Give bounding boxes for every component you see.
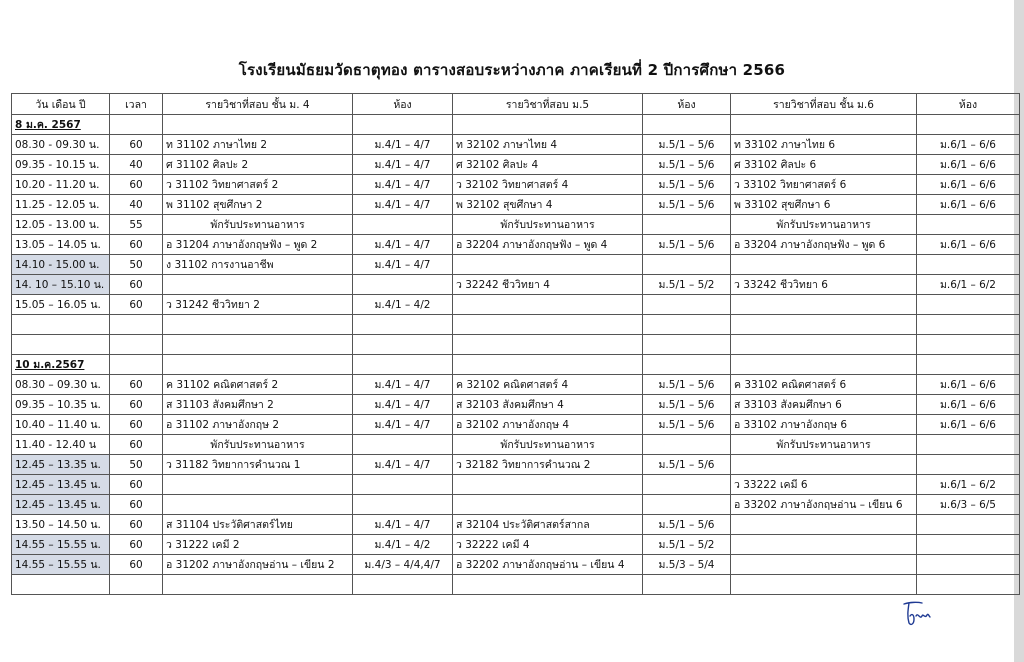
empty-cell	[643, 335, 731, 355]
time-cell: 14.55 – 15.55 น.	[12, 535, 110, 555]
header-subject-m5: รายวิชาที่สอบ ม.5	[453, 94, 643, 115]
table-row	[12, 495, 1020, 515]
empty-cell	[643, 575, 731, 595]
minutes-cell: 60	[110, 555, 163, 575]
room-m5	[643, 475, 731, 495]
empty-cell	[12, 575, 110, 595]
empty-cell	[731, 355, 917, 375]
break-cell-m5: พักรับประทานอาหาร	[453, 435, 643, 455]
subject-m4: ว 31242 ชีววิทยา 2	[163, 295, 353, 315]
empty-cell	[353, 335, 453, 355]
room-m4: ม.4/1 – 4/7	[353, 395, 453, 415]
subject-m4: ส 31103 สังคมศึกษา 2	[163, 395, 353, 415]
subject-m4: พ 31102 สุขศึกษา 2	[163, 195, 353, 215]
minutes-cell: 60	[110, 175, 163, 195]
subject-m6: ว 33222 เคมี 6	[731, 475, 917, 495]
empty-cell	[353, 315, 453, 335]
date-row	[12, 355, 1020, 375]
empty-cell	[163, 315, 353, 335]
subject-m6	[731, 295, 917, 315]
room-m4: ม.4/1 – 4/7	[353, 415, 453, 435]
subject-m5: ส 32103 สังคมศึกษา 4	[453, 395, 643, 415]
subject-m4: อ 31102 ภาษาอังกฤษ 2	[163, 415, 353, 435]
room-m6: ม.6/1 – 6/6	[917, 175, 1020, 195]
subject-m5: ศ 32102 ศิลปะ 4	[453, 155, 643, 175]
empty-cell	[163, 335, 353, 355]
date-label: 10 ม.ค.2567	[12, 355, 110, 375]
empty-cell	[917, 335, 1020, 355]
minutes-cell: 60	[110, 475, 163, 495]
subject-m5: ค 32102 คณิตศาสตร์ 4	[453, 375, 643, 395]
subject-m6	[731, 455, 917, 475]
table-row	[12, 395, 1020, 415]
room-m5: ม.5/1 – 5/6	[643, 175, 731, 195]
time-cell: 11.25 - 12.05 น.	[12, 195, 110, 215]
break-cell-m4: พักรับประทานอาหาร	[163, 435, 353, 455]
time-cell: 10.40 – 11.40 น.	[12, 415, 110, 435]
time-cell: 13.05 – 14.05 น.	[12, 235, 110, 255]
empty-cell	[731, 335, 917, 355]
room-m6: ม.6/3 – 6/5	[917, 495, 1020, 515]
time-cell: 11.40 - 12.40 น	[12, 435, 110, 455]
subject-m4: ว 31102 วิทยาศาสตร์ 2	[163, 175, 353, 195]
table-row	[12, 215, 1020, 235]
room-m5	[643, 495, 731, 515]
subject-m6: พ 33102 สุขศึกษา 6	[731, 195, 917, 215]
room-m6: ม.6/1 – 6/2	[917, 275, 1020, 295]
empty-cell	[917, 115, 1020, 135]
table-row	[12, 175, 1020, 195]
empty-cell	[917, 315, 1020, 335]
time-cell: 10.20 - 11.20 น.	[12, 175, 110, 195]
empty-cell	[643, 355, 731, 375]
room-m4	[353, 275, 453, 295]
subject-m6	[731, 555, 917, 575]
subject-m5: ท 32102 ภาษาไทย 4	[453, 135, 643, 155]
minutes-cell: 40	[110, 195, 163, 215]
empty-cell	[110, 335, 163, 355]
empty-row	[12, 575, 1020, 595]
subject-m6: อ 33204 ภาษาอังกฤษฟัง – พูด 6	[731, 235, 917, 255]
subject-m5	[453, 255, 643, 275]
empty-row	[12, 315, 1020, 335]
table-row	[12, 555, 1020, 575]
room-m4: ม.4/1 – 4/7	[353, 175, 453, 195]
empty-cell	[917, 215, 1020, 235]
subject-m6: ว 33242 ชีววิทยา 6	[731, 275, 917, 295]
subject-m5: ว 32222 เคมี 4	[453, 535, 643, 555]
table-row	[12, 295, 1020, 315]
break-cell-m5: พักรับประทานอาหาร	[453, 215, 643, 235]
table-row	[12, 275, 1020, 295]
time-cell: 13.50 – 14.50 น.	[12, 515, 110, 535]
subject-m5: ว 32102 วิทยาศาสตร์ 4	[453, 175, 643, 195]
minutes-cell: 40	[110, 155, 163, 175]
table-row	[12, 195, 1020, 215]
table-row	[12, 455, 1020, 475]
subject-m4: ว 31222 เคมี 2	[163, 535, 353, 555]
room-m6: ม.6/1 – 6/6	[917, 395, 1020, 415]
subject-m6: ส 33103 สังคมศึกษา 6	[731, 395, 917, 415]
subject-m6: ท 33102 ภาษาไทย 6	[731, 135, 917, 155]
empty-cell	[110, 315, 163, 335]
room-m6: ม.6/1 – 6/6	[917, 135, 1020, 155]
empty-row	[12, 335, 1020, 355]
empty-cell	[163, 575, 353, 595]
minutes-cell: 60	[110, 515, 163, 535]
empty-cell	[353, 355, 453, 375]
date-label: 8 ม.ค. 2567	[12, 115, 110, 135]
header-room-m4: ห้อง	[353, 94, 453, 115]
header-room-m5: ห้อง	[643, 94, 731, 115]
table-row	[12, 375, 1020, 395]
room-m5: ม.5/1 – 5/6	[643, 375, 731, 395]
time-cell: 12.05 - 13.00 น.	[12, 215, 110, 235]
room-m5	[643, 255, 731, 275]
time-cell: 08.30 - 09.30 น.	[12, 135, 110, 155]
time-cell: 14.55 – 15.55 น.	[12, 555, 110, 575]
subject-m6: อ 33102 ภาษาอังกฤษ 6	[731, 415, 917, 435]
empty-cell	[110, 115, 163, 135]
minutes-cell: 60	[110, 435, 163, 455]
subject-m5: ว 32242 ชีววิทยา 4	[453, 275, 643, 295]
room-m5: ม.5/1 – 5/6	[643, 135, 731, 155]
room-m4: ม.4/1 – 4/2	[353, 295, 453, 315]
room-m4: ม.4/1 – 4/7	[353, 195, 453, 215]
subject-m6	[731, 255, 917, 275]
room-m6	[917, 515, 1020, 535]
date-row	[12, 115, 1020, 135]
empty-cell	[643, 315, 731, 335]
room-m5: ม.5/1 – 5/6	[643, 155, 731, 175]
time-cell: 14.10 - 15.00 น.	[12, 255, 110, 275]
table-row	[12, 475, 1020, 495]
time-cell: 09.35 - 10.15 น.	[12, 155, 110, 175]
header-date: วัน เดือน ปี	[12, 94, 110, 115]
signature	[900, 598, 932, 628]
table-row	[12, 135, 1020, 155]
empty-cell	[353, 575, 453, 595]
empty-cell	[453, 355, 643, 375]
room-m6	[917, 455, 1020, 475]
room-m6	[917, 295, 1020, 315]
empty-cell	[917, 575, 1020, 595]
header-minutes: เวลา	[110, 94, 163, 115]
minutes-cell: 60	[110, 415, 163, 435]
subject-m6	[731, 515, 917, 535]
table-row	[12, 235, 1020, 255]
room-m4	[353, 475, 453, 495]
minutes-cell: 60	[110, 135, 163, 155]
subject-m5: ว 32182 วิทยาการคำนวณ 2	[453, 455, 643, 475]
empty-cell	[12, 315, 110, 335]
empty-cell	[643, 435, 731, 455]
room-m5: ม.5/1 – 5/6	[643, 195, 731, 215]
minutes-cell: 60	[110, 395, 163, 415]
exam-schedule-table	[11, 93, 1020, 595]
room-m6: ม.6/1 – 6/6	[917, 235, 1020, 255]
room-m6	[917, 535, 1020, 555]
room-m5: ม.5/1 – 5/2	[643, 275, 731, 295]
subject-m4: ว 31182 วิทยาการคำนวณ 1	[163, 455, 353, 475]
subject-m5: อ 32202 ภาษาอังกฤษอ่าน – เขียน 4	[453, 555, 643, 575]
schedule-body	[12, 115, 1020, 595]
empty-cell	[643, 115, 731, 135]
room-m4: ม.4/1 – 4/7	[353, 515, 453, 535]
room-m5: ม.5/1 – 5/6	[643, 415, 731, 435]
room-m4: ม.4/1 – 4/7	[353, 375, 453, 395]
empty-cell	[731, 115, 917, 135]
room-m4: ม.4/1 – 4/2	[353, 535, 453, 555]
subject-m4	[163, 275, 353, 295]
minutes-cell: 60	[110, 275, 163, 295]
break-cell-m6: พักรับประทานอาหาร	[731, 435, 917, 455]
subject-m4: อ 31204 ภาษาอังกฤษฟัง – พูด 2	[163, 235, 353, 255]
subject-m5: อ 32102 ภาษาอังกฤษ 4	[453, 415, 643, 435]
room-m4	[353, 495, 453, 515]
time-cell: 12.45 – 13.45 น.	[12, 495, 110, 515]
subject-m6: ค 33102 คณิตศาสตร์ 6	[731, 375, 917, 395]
subject-m5: พ 32102 สุขศึกษา 4	[453, 195, 643, 215]
empty-cell	[453, 315, 643, 335]
empty-cell	[353, 115, 453, 135]
room-m4: ม.4/1 – 4/7	[353, 455, 453, 475]
subject-m5	[453, 495, 643, 515]
subject-m6: อ 33202 ภาษาอังกฤษอ่าน – เขียน 6	[731, 495, 917, 515]
subject-m5	[453, 475, 643, 495]
room-m5: ม.5/1 – 5/2	[643, 535, 731, 555]
subject-m5: อ 32204 ภาษาอังกฤษฟัง – พูด 4	[453, 235, 643, 255]
minutes-cell: 60	[110, 235, 163, 255]
time-cell: 09.35 – 10.35 น.	[12, 395, 110, 415]
subject-m6	[731, 535, 917, 555]
room-m4: ม.4/3 – 4/4,4/7	[353, 555, 453, 575]
minutes-cell: 60	[110, 375, 163, 395]
subject-m4: ค 31102 คณิตศาสตร์ 2	[163, 375, 353, 395]
room-m5: ม.5/1 – 5/6	[643, 395, 731, 415]
subject-m4	[163, 495, 353, 515]
subject-m5: ส 32104 ประวัติศาสตร์สากล	[453, 515, 643, 535]
page-title: โรงเรียนมัธยมวัดธาตุทอง ตารางสอบระหว่างภาค ภาคเรียนที่ 2 ปีการศึกษา 2566	[238, 61, 786, 79]
table-row	[12, 155, 1020, 175]
empty-cell	[453, 335, 643, 355]
empty-cell	[353, 435, 453, 455]
empty-cell	[917, 355, 1020, 375]
room-m4: ม.4/1 – 4/7	[353, 235, 453, 255]
empty-cell	[110, 575, 163, 595]
table-row	[12, 255, 1020, 275]
table-row	[12, 415, 1020, 435]
break-cell-m6: พักรับประทานอาหาร	[731, 215, 917, 235]
subject-m4: ง 31102 การงานอาชีพ	[163, 255, 353, 275]
room-m4: ม.4/1 – 4/7	[353, 255, 453, 275]
room-m5: ม.5/1 – 5/6	[643, 455, 731, 475]
header-row	[12, 94, 1020, 115]
room-m6: ม.6/1 – 6/2	[917, 475, 1020, 495]
empty-cell	[917, 435, 1020, 455]
room-m6: ม.6/1 – 6/6	[917, 415, 1020, 435]
room-m4: ม.4/1 – 4/7	[353, 155, 453, 175]
room-m5: ม.5/1 – 5/6	[643, 235, 731, 255]
empty-cell	[453, 575, 643, 595]
time-cell: 12.45 – 13.45 น.	[12, 475, 110, 495]
room-m5	[643, 295, 731, 315]
time-cell: 08.30 – 09.30 น.	[12, 375, 110, 395]
table-row	[12, 515, 1020, 535]
empty-cell	[731, 575, 917, 595]
subject-m5	[453, 295, 643, 315]
empty-cell	[453, 115, 643, 135]
room-m5: ม.5/1 – 5/6	[643, 515, 731, 535]
empty-cell	[110, 355, 163, 375]
room-m6: ม.6/1 – 6/6	[917, 195, 1020, 215]
room-m6: ม.6/1 – 6/6	[917, 375, 1020, 395]
room-m6	[917, 255, 1020, 275]
room-m6: ม.6/1 – 6/6	[917, 155, 1020, 175]
subject-m4: ส 31104 ประวัติศาสตร์ไทย	[163, 515, 353, 535]
time-cell: 14. 10 – 15.10 น.	[12, 275, 110, 295]
time-cell: 15.05 – 16.05 น.	[12, 295, 110, 315]
table-row	[12, 535, 1020, 555]
minutes-cell: 60	[110, 535, 163, 555]
empty-cell	[353, 215, 453, 235]
subject-m4: ท 31102 ภาษาไทย 2	[163, 135, 353, 155]
header-subject-m6: รายวิชาที่สอบ ชั้น ม.6	[731, 94, 917, 115]
header-room-m6: ห้อง	[917, 94, 1020, 115]
empty-cell	[12, 335, 110, 355]
room-m6	[917, 555, 1020, 575]
subject-m4: อ 31202 ภาษาอังกฤษอ่าน – เขียน 2	[163, 555, 353, 575]
minutes-cell: 60	[110, 295, 163, 315]
empty-cell	[163, 115, 353, 135]
minutes-cell: 50	[110, 255, 163, 275]
subject-m4	[163, 475, 353, 495]
subject-m6: ศ 33102 ศิลปะ 6	[731, 155, 917, 175]
empty-cell	[163, 355, 353, 375]
time-cell: 12.45 – 13.35 น.	[12, 455, 110, 475]
subject-m4: ศ 31102 ศิลปะ 2	[163, 155, 353, 175]
room-m4: ม.4/1 – 4/7	[353, 135, 453, 155]
subject-m6: ว 33102 วิทยาศาสตร์ 6	[731, 175, 917, 195]
header-subject-m4: รายวิชาที่สอบ ชั้น ม. 4	[163, 94, 353, 115]
empty-cell	[731, 315, 917, 335]
minutes-cell: 50	[110, 455, 163, 475]
room-m5: ม.5/3 – 5/4	[643, 555, 731, 575]
minutes-cell: 55	[110, 215, 163, 235]
table-row	[12, 435, 1020, 455]
break-cell-m4: พักรับประทานอาหาร	[163, 215, 353, 235]
empty-cell	[643, 215, 731, 235]
minutes-cell: 60	[110, 495, 163, 515]
